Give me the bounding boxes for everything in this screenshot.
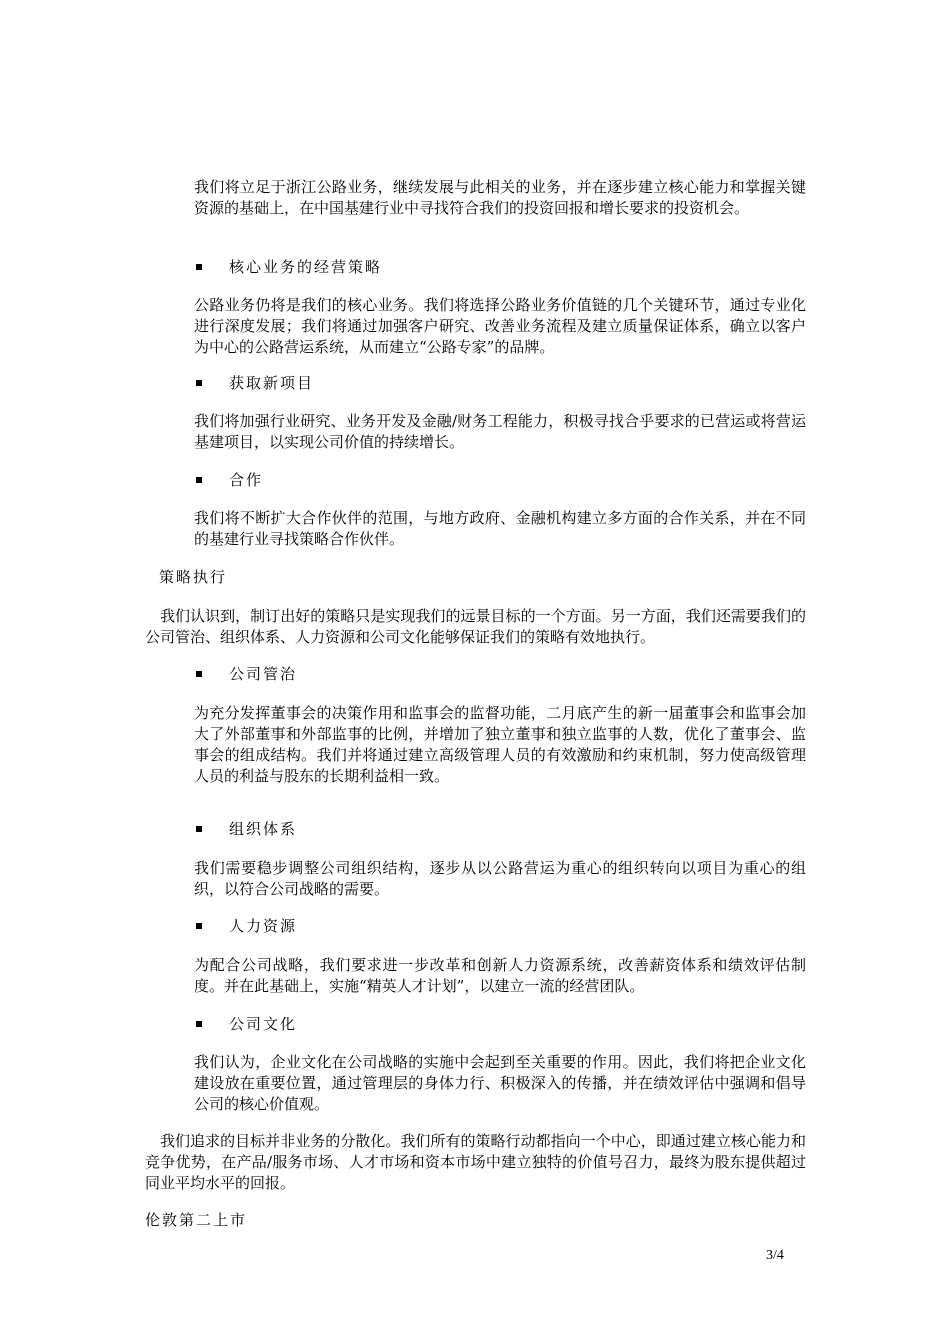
bullet-label: 组织体系 <box>229 820 298 838</box>
bullet-label: 公司管治 <box>229 665 298 683</box>
square-bullet-icon <box>196 923 202 929</box>
square-bullet-icon <box>196 264 202 270</box>
paragraph-intro: 我们将立足于浙江公路业务，继续发展与此相关的业务，并在逐步建立核心能力和掌握关键资源的基础上，在中国基建行业中寻找符合我们的投资回报和增长要求的投资机会。 <box>194 178 806 217</box>
heading-london-listing: 伦敦第二上市 <box>145 1211 248 1229</box>
paragraph-cooperation: 我们将不断扩大合作伙伴的范围，与地方政府、金融机构建立多方面的合作关系，并在不同的基建行业寻找策略合作伙伴。 <box>194 509 806 548</box>
bullet-label: 公司文化 <box>229 1015 298 1033</box>
paragraph-governance: 为充分发挥董事会的决策作用和监事会的监督功能，二月底产生的新一届董事会和监事会加大了外部董事和外部监事的比例，并增加了独立董事和独立监事的人数，优化了董事会、监事会的组成结构。我们并将通过建立高级管理人员的有效激励和约束机制，努力使高级管理人员的利益与股东的长期利益相一致。 <box>194 704 806 785</box>
paragraph-organization: 我们需要稳步调整公司组织结构，逐步从以公路营运为重心的组织转向以项目为重心的组织，以符合公司战略的需要。 <box>194 859 806 898</box>
square-bullet-icon <box>196 1021 202 1027</box>
bullet-label: 获取新项目 <box>229 374 315 392</box>
page-number: 3/4 <box>766 1248 784 1263</box>
heading-strategy-execution: 策略执行 <box>159 568 228 586</box>
square-bullet-icon <box>196 826 202 832</box>
bullet-label: 人力资源 <box>229 917 298 935</box>
paragraph-core-business: 公路业务仍将是我们的核心业务。我们将选择公路业务价值链的几个关键环节，通过专业化进行深度发展；我们将通过加强客户研究、改善业务流程及建立质量保证体系，确立以客户为中心的公路营运系统，从而建立“公路专家”的品牌。 <box>194 296 806 356</box>
paragraph-human-resources: 为配合公司战略，我们要求进一步改革和创新人力资源系统，改善薪资体系和绩效评估制度。并在此基础上，实施“精英人才计划”，以建立一流的经营团队。 <box>194 956 806 995</box>
square-bullet-icon <box>196 671 202 677</box>
paragraph-culture: 我们认为，企业文化在公司战略的实施中会起到至关重要的作用。因此，我们将把企业文化建设放在重要位置，通过管理层的身体力行、积极深入的传播，并在绩效评估中强调和倡导公司的核心价值观。 <box>194 1053 806 1113</box>
paragraph-strategy-execution: 我们认识到，制订出好的策略只是实现我们的远景目标的一个方面。另一方面，我们还需要我们的公司管治、组织体系、人力资源和公司文化能够保证我们的策略有效地执行。 <box>145 607 806 646</box>
paragraph-summary: 我们追求的目标并非业务的分散化。我们所有的策略行动都指向一个中心，即通过建立核心能力和竞争优势，在产品/服务市场、人才市场和资本市场中建立独特的价值号召力，最终为股东提供超过同业平均水平的回报。 <box>145 1132 806 1192</box>
paragraph-new-projects: 我们将加强行业研究、业务开发及金融/财务工程能力，积极寻找合乎要求的已营运或将营运基建项目，以实现公司价值的持续增长。 <box>194 412 806 451</box>
square-bullet-icon <box>196 380 202 386</box>
bullet-label: 合作 <box>229 471 264 489</box>
bullet-label: 核心业务的经营策略 <box>229 258 383 276</box>
square-bullet-icon <box>196 477 202 483</box>
